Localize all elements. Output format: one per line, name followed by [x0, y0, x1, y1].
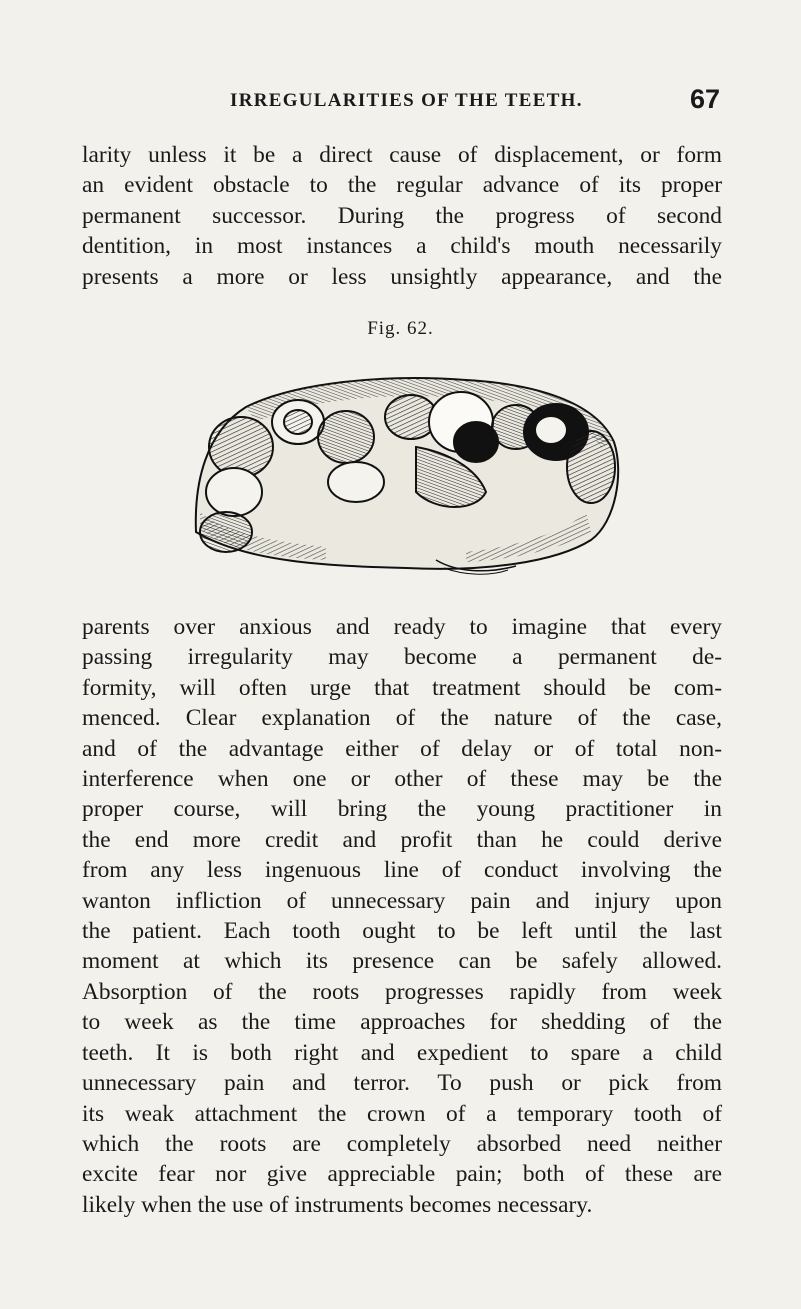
page-number: 67 [689, 84, 720, 114]
text-line: larity unless it be a direct cause of displacement, or form [82, 142, 722, 168]
text-line: parents over anxious and ready to imagine that every [82, 614, 722, 640]
text-line: the end more credit and profit than he could derive [82, 826, 722, 853]
tooth [284, 410, 312, 434]
text-line: permanent successor. During the progress of second [82, 202, 722, 229]
teeth-illustration [186, 362, 626, 580]
text-line: presents a more or less unsightly appearance, and the [82, 263, 722, 290]
text-line: its weak attachment the crown of a temporary tooth of [82, 1100, 722, 1127]
text-line: excite fear nor give appreciable pain; both of these are [82, 1161, 722, 1188]
paragraph-top [82, 140, 722, 292]
tooth [567, 431, 615, 503]
text-line: likely when the use of instruments becomes necessary. [82, 1191, 593, 1218]
text-line: proper course, will bring the young practitioner in [82, 796, 722, 823]
running-title: IRREGULARITIES OF THE TEETH. [230, 90, 583, 111]
text-line: formity, will often urge that treatment should be com- [82, 674, 722, 701]
tooth [200, 512, 252, 552]
text-line: which the roots are completely absorbed need neither [82, 1130, 722, 1157]
tooth [318, 411, 374, 463]
text-line: interference when one or other of these may be the [82, 766, 722, 793]
text-line: unnecessary pain and terror. To push or pick from [82, 1070, 722, 1097]
text-line: from any less ingenuous line of conduct involving the [82, 857, 722, 884]
text-line: the patient. Each tooth ought to be left until the last [82, 918, 722, 945]
paragraph-bottom [82, 612, 722, 1220]
text-line: wanton infliction of unnecessary pain and injury upon [82, 887, 722, 914]
text-line: and of the advantage either of delay or of total non- [82, 735, 722, 762]
text-line: menced. Clear explanation of the nature of the case, [82, 705, 722, 732]
text-line: teeth. It is both right and expedient to spare a child [82, 1039, 722, 1066]
text-line: passing irregularity may become a permanent de- [82, 644, 722, 671]
text-line: an evident obstacle to the regular advance of its proper [82, 172, 722, 199]
text-line: moment at which its presence can be safely allowed. [82, 948, 722, 975]
tooth [206, 468, 262, 516]
tooth [535, 416, 567, 444]
text-line: to week as the time approaches for shedding of the [82, 1009, 722, 1036]
running-head [85, 84, 720, 118]
text-line: dentition, in most instances a child's mouth necessarily [82, 233, 722, 260]
tooth [328, 462, 384, 502]
figure-caption: Fig. 62. [367, 318, 434, 339]
text-line: Absorption of the roots progresses rapidly from week [82, 978, 722, 1005]
